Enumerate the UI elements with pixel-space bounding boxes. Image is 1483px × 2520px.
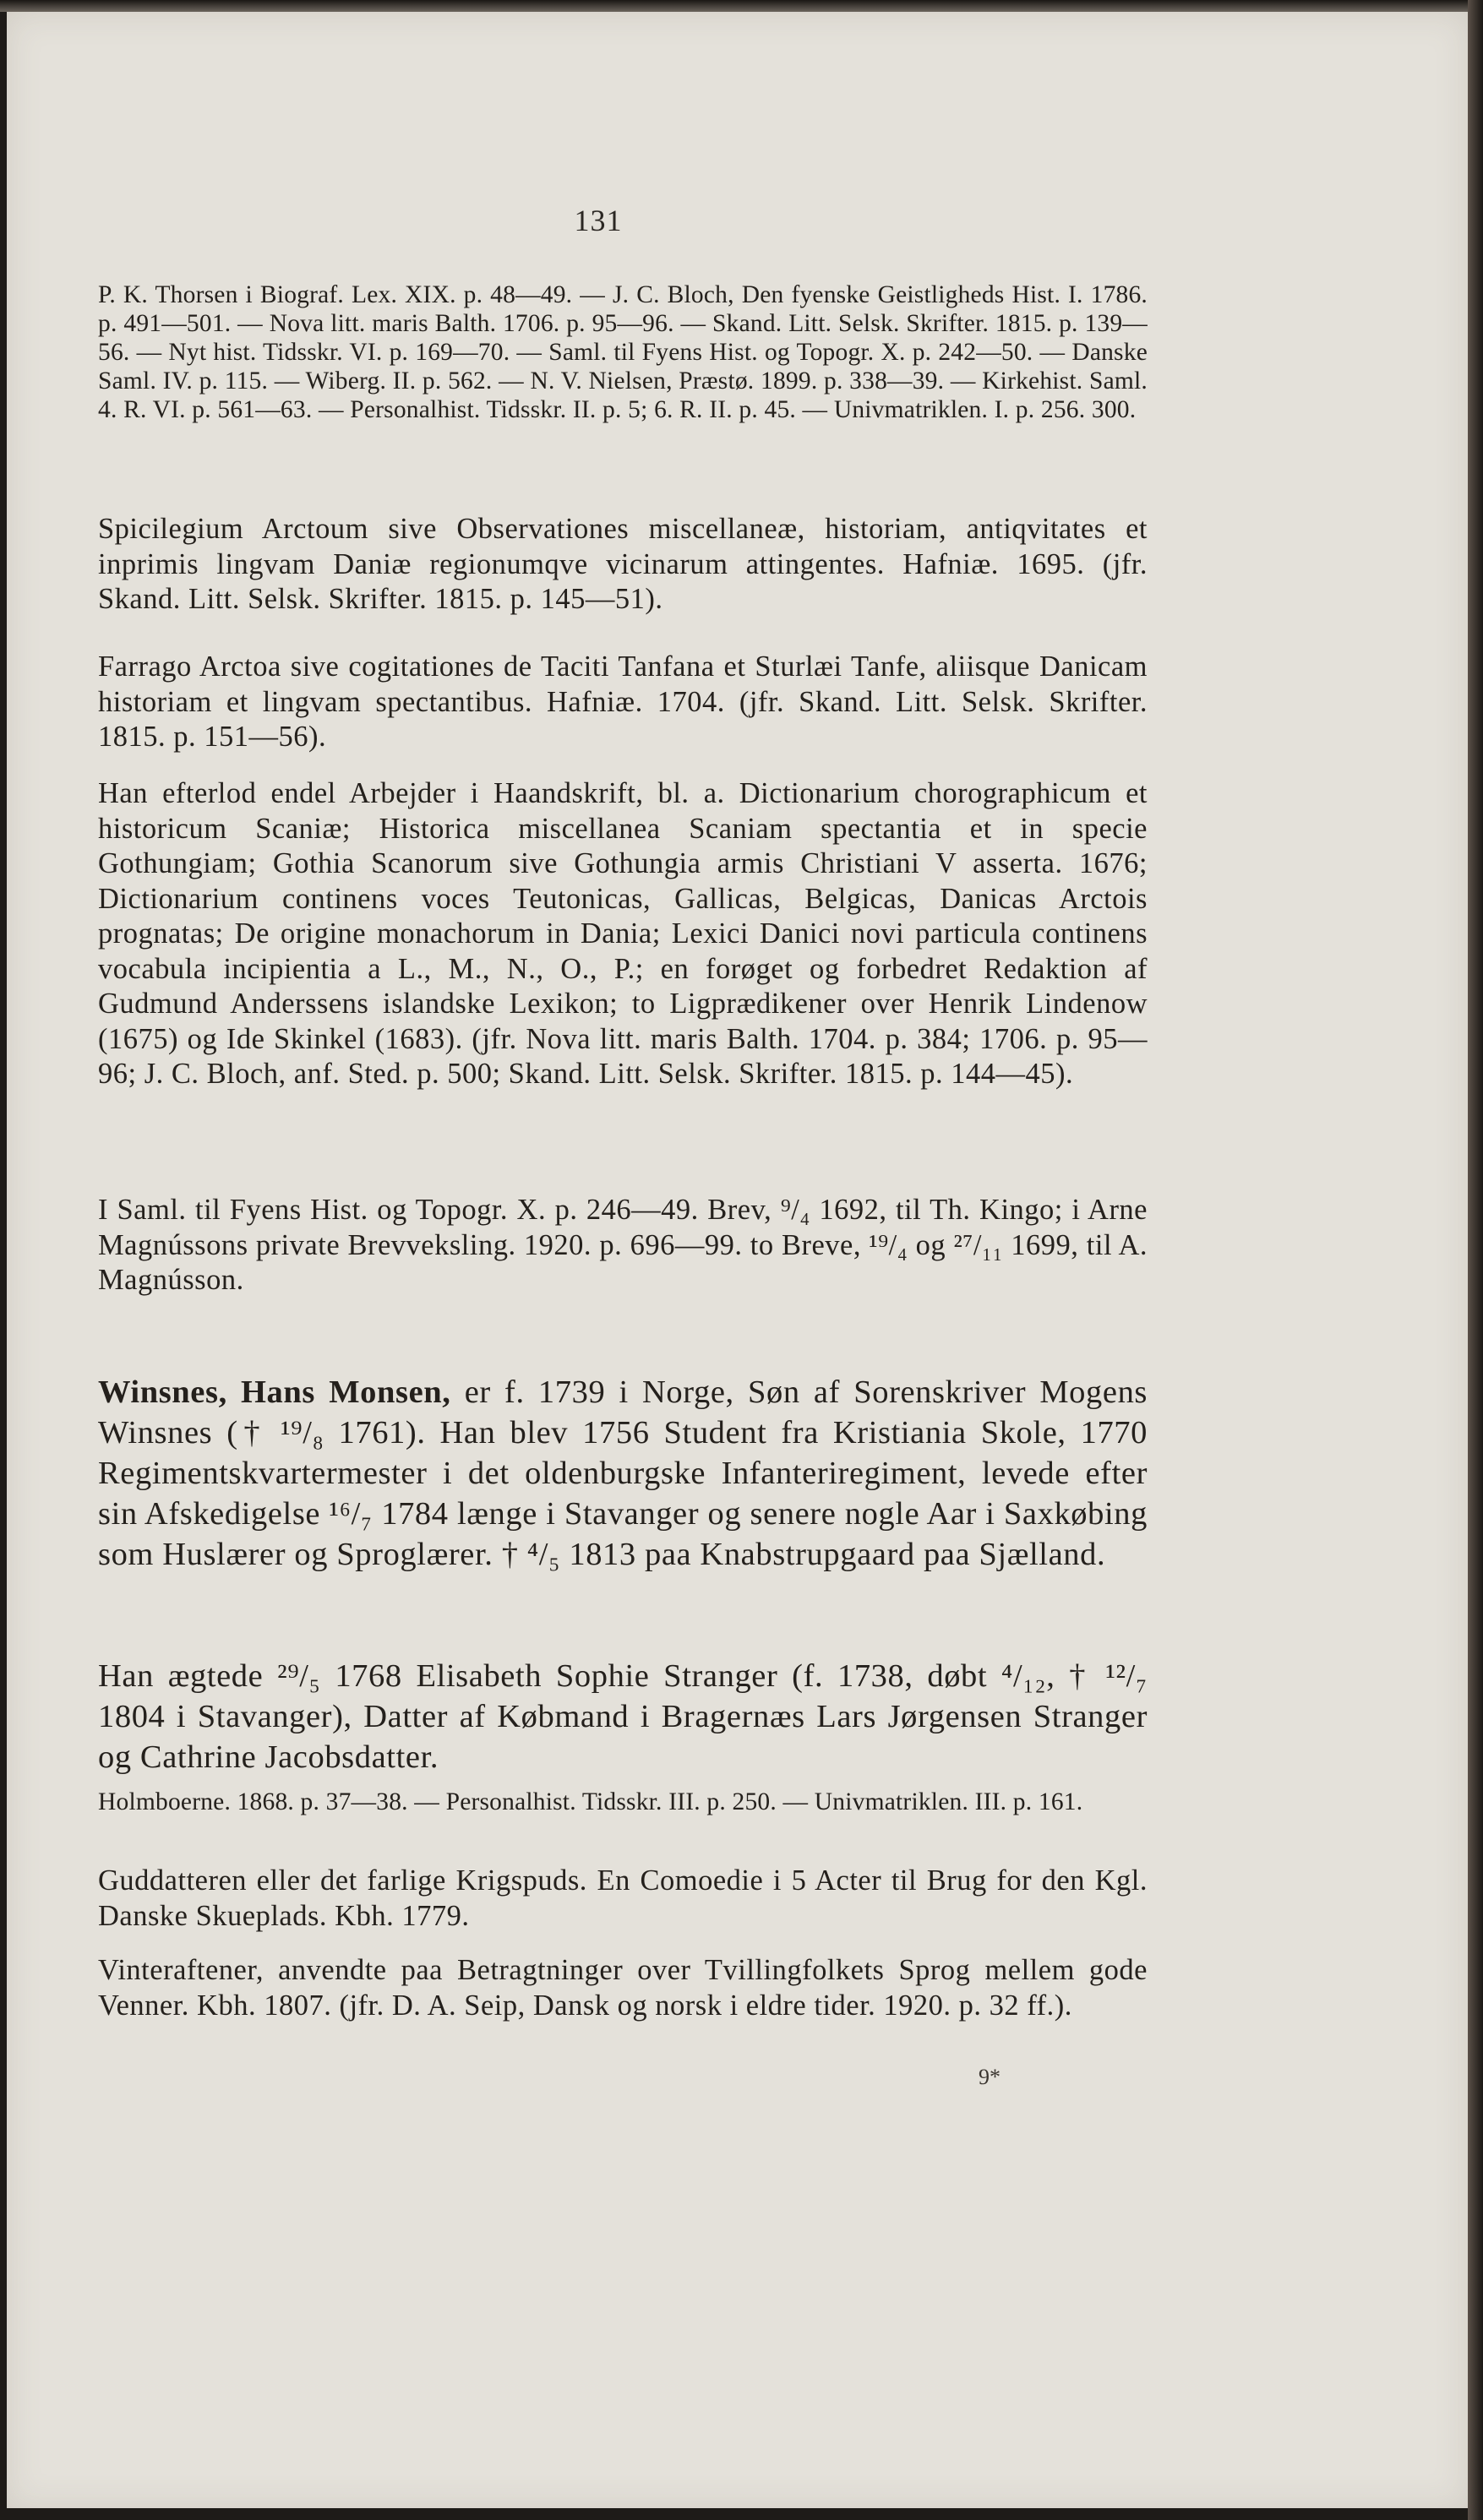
work-spicilegium: Spicilegium Arctoum sive Observationes miscellaneæ, historiam, antiqvitates et inprimis lingvam Daniæ regionumqve vicinarum attingentes. Hafniæ. 1695. (jfr. Skand. Litt. Selsk. Skrifter. 1815. p. 145—51). [98, 513, 1148, 615]
work-vinteraftener: Vinteraftener, anvendte paa Betragtninger over Tvillingfolkets Sprog mellem gode Venner. Kbh. 1807. (jfr. D. A. Seip, Dansk og norsk i eldre tider. 1920. p. 32 ff.). [98, 1954, 1148, 2022]
page-number: 131 [574, 204, 623, 237]
entry-references: Holmboerne. 1868. p. 37—38. — Personalhist. Tidsskr. III. p. 250. — Univmatriklen. III. p. 161. [98, 1788, 1083, 1815]
entry-biography-text: er f. 1739 i Norge, Søn af Sorenskriver Mogens Winsnes († ¹⁹/₈ 1761). Han blev 1756 Student fra Kristiania Skole, 1770 Regimentskvartermester i det oldenburgske Infanteriregiment, levede efter sin Afskedigelse ¹⁶/₇ 1784 længe i Stavanger og senere nogle Aar i Saxkøbing som Huslærer og Sproglærer. † ⁴/₅ 1813 paa Knabstrupgaard paa Sjælland. [98, 1374, 1148, 1572]
references-previous-entry: P. K. Thorsen i Biograf. Lex. XIX. p. 48—49. — J. C. Bloch, Den fyenske Geistligheds Hist. I. 1786. p. 491—501. — Nova litt. maris Balth. 1706. p. 95—96. — Skand. Litt. Selsk. Skrifter. 1815. p. 139—56. — Nyt hist. Tidsskr. VI. p. 169—70. — Saml. til Fyens Hist. og Topogr. X. p. 242—50. — Danske Saml. IV. p. 115. — Wiberg. II. p. 562. — N. V. Nielsen, Præstø. 1899. p. 338—39. — Kirkehist. Saml. 4. R. VI. p. 561—63. — Personalhist. Tidsskr. II. p. 5; 6. R. II. p. 45. — Univmatriklen. I. p. 256. 300. [98, 281, 1148, 423]
entry-marriage: Han ægtede ²⁹/₅ 1768 Elisabeth Sophie Stranger (f. 1738, døbt ⁴/₁₂, † ¹²/₇ 1804 i Stavanger), Datter af Købmand i Bragernæs Lars Jørgensen Stranger og Cathrine Jacobsdatter. [98, 1658, 1148, 1775]
work-guddatteren: Guddatteren eller det farlige Krigspuds. En Comoedie i 5 Acter til Brug for den Kgl. Danske Skueplads. Kbh. 1779. [98, 1864, 1148, 1932]
signature-mark: 9* [979, 2065, 1000, 2089]
scan-right-edge [1468, 0, 1483, 2520]
letters-paragraph: I Saml. til Fyens Hist. og Topogr. X. p. 246—49. Brev, ⁹/₄ 1692, til Th. Kingo; i Arne Magnússons private Brevveksling. 1920. p. 696—99. to Breve, ¹⁹/₄ og ²⁷/₁₁ 1699, til A. Magnússon. [98, 1194, 1148, 1296]
scan-top-edge [0, 0, 1483, 12]
entry-headword: Winsnes, Hans Monsen, [98, 1374, 451, 1410]
manuscripts-paragraph: Han efterlod endel Arbejder i Haandskrift, bl. a. Dictionarium chorographicum et historicum Scaniæ; Historica miscellanea Scaniam spectantia et in specie Gothungiam; Gothia Scanorum sive Gothungia armis Christiani V asserta. 1676; Dictionarium continens voces Teutonicas, Gallicas, Belgicas, Danicas Arctois prognatas; De origine monachorum in Dania; Lexici Danici novi particula continens vocabula incipientia a L., M., N., O., P.; en forøget og forbedret Redaktion af Gudmund Anderssens islandske Lexikon; to Ligprædikener over Henrik Lindenow (1675) og Ide Skinkel (1683). (jfr. Nova litt. maris Balth. 1704. p. 384; 1706. p. 95—96; J. C. Bloch, anf. Sted. p. 500; Skand. Litt. Selsk. Skrifter. 1815. p. 144—45). [98, 777, 1148, 1090]
work-farrago: Farrago Arctoa sive cogitationes de Taciti Tanfana et Sturlæi Tanfe, aliisque Danicam historiam et lingvam spectantibus. Hafniæ. 1704. (jfr. Skand. Litt. Selsk. Skrifter. 1815. p. 151—56). [98, 650, 1148, 753]
book-page [7, 12, 1469, 2508]
entry-biography [98, 1372, 1148, 1575]
